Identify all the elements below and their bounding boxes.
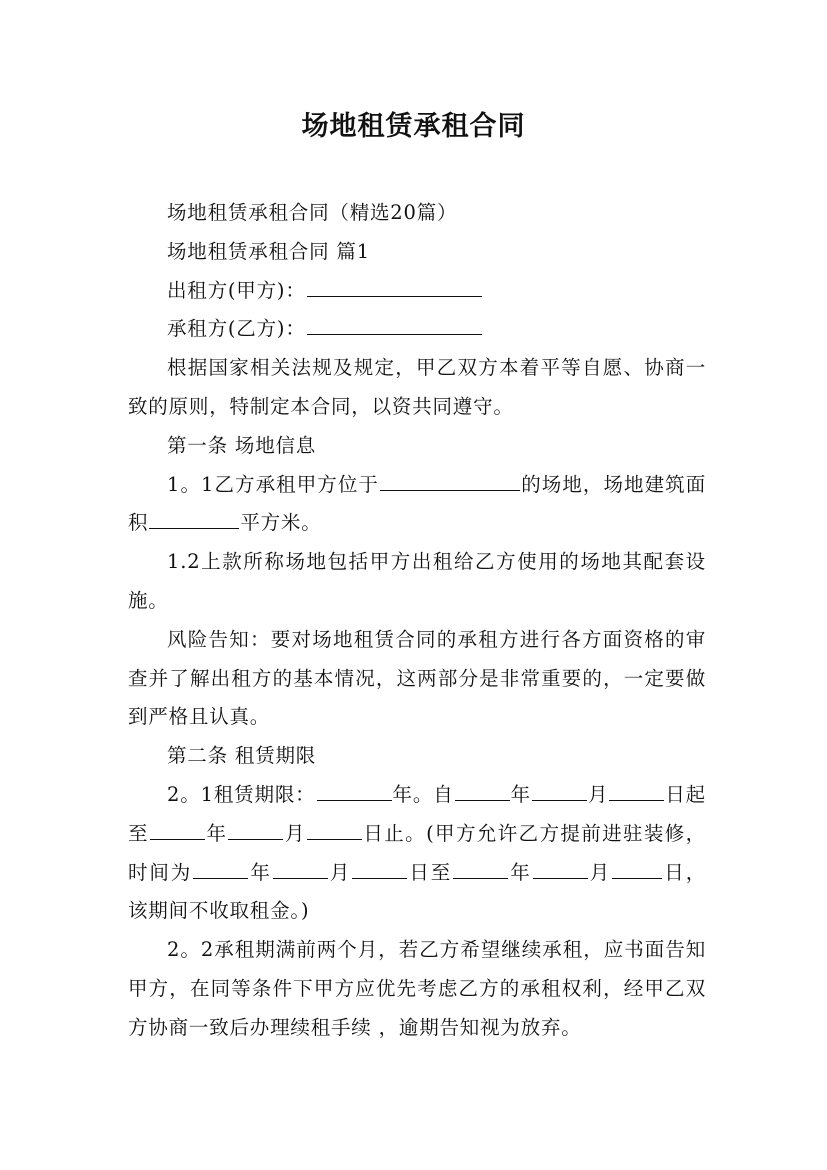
fitout-end-year-blank[interactable] <box>453 859 508 879</box>
fitout-start-year-blank[interactable] <box>193 859 248 879</box>
fitout-start-day-blank[interactable] <box>352 859 407 879</box>
section-2-title <box>128 737 706 776</box>
location-blank[interactable] <box>380 471 520 491</box>
section-2-1-part-a: 2。1租赁期限： <box>167 782 316 806</box>
lessee-blank[interactable] <box>307 316 482 336</box>
intro-paragraph <box>128 349 706 427</box>
section-1-title-text: 第一条 场地信息 <box>167 433 317 457</box>
lessor-line <box>128 272 706 311</box>
start-year-blank[interactable] <box>455 781 510 801</box>
section-1-1-part-b: 的场地，场地建筑面积 <box>128 472 706 535</box>
section-1-1-part-a: 1。1乙方承租甲方位于 <box>167 472 379 496</box>
start-day-blank[interactable] <box>609 781 664 801</box>
section-1-2 <box>128 543 706 621</box>
section-1-title <box>128 427 706 466</box>
fitout-start-year-label: 年 <box>249 860 272 884</box>
subtitle <box>128 194 706 233</box>
start-year-label: 年 <box>510 782 531 806</box>
section-2-2-text: 2。2承租期满前两个月，若乙方希望继续承租，应书面告知甲方，在同等条件下甲方应优先考虑乙方的承租权利，经甲乙双方协商一致后办理续租手续 ，逾期告知视为放弃。 <box>128 938 706 1039</box>
end-stop-text: 日止。(甲方允许乙方提前进驻装修，时间为 <box>128 821 706 884</box>
start-to-label: 日起至 <box>128 782 706 845</box>
end-month-label: 月 <box>284 821 306 845</box>
fitout-start-month-label: 月 <box>328 860 352 884</box>
end-year-blank[interactable] <box>150 820 205 840</box>
start-month-blank[interactable] <box>532 781 587 801</box>
area-blank[interactable] <box>149 510 239 530</box>
fitout-start-month-blank[interactable] <box>273 859 328 879</box>
lessee-line <box>128 310 706 349</box>
section-1-1 <box>128 466 706 544</box>
end-month-blank[interactable] <box>228 820 283 840</box>
term-years-blank[interactable] <box>317 781 392 801</box>
lessee-label: 承租方(乙方)： <box>167 317 306 341</box>
end-day-blank[interactable] <box>307 820 362 840</box>
start-month-label: 月 <box>587 782 609 806</box>
section-1-1-part-c: 平方米。 <box>240 511 322 535</box>
article-header-text: 场地租赁承租合同 篇1 <box>167 239 370 263</box>
subtitle-text: 场地租赁承租合同（精选20篇） <box>167 201 458 224</box>
fitout-to-label: 日至 <box>408 860 453 884</box>
document-body <box>128 194 706 1048</box>
article-header <box>128 233 706 272</box>
fitout-end-day-blank[interactable] <box>612 859 662 879</box>
section-1-2-text: 1.2上款所称场地包括甲方出租给乙方使用的场地其配套设施。 <box>128 550 706 612</box>
fitout-end-text: 日，该期间不收取租金。) <box>128 860 706 923</box>
risk-paragraph <box>128 621 706 737</box>
intro-text: 根据国家相关法规及规定，甲乙双方本着平等自愿、协商一致的原则，特制定本合同，以资共同遵守。 <box>128 356 706 418</box>
term-year-text: 年。自 <box>392 782 454 806</box>
end-year-label: 年 <box>205 821 228 845</box>
fitout-end-year-label: 年 <box>509 860 532 884</box>
section-2-1 <box>128 776 706 931</box>
lessor-label: 出租方(甲方)： <box>167 278 306 302</box>
fitout-end-month-blank[interactable] <box>533 859 588 879</box>
fitout-end-month-label: 月 <box>588 860 612 884</box>
section-2-2 <box>128 931 706 1047</box>
document-title: 场地租赁承租合同 <box>301 111 526 142</box>
section-2-title-text: 第二条 租赁期限 <box>167 744 317 768</box>
risk-text: 风险告知：要对场地租赁合同的承租方进行各方面资格的审查并了解出租方的基本情况，这两部分是非常重要的，一定要做到严格且认真。 <box>128 627 706 729</box>
lessor-blank[interactable] <box>307 277 482 297</box>
